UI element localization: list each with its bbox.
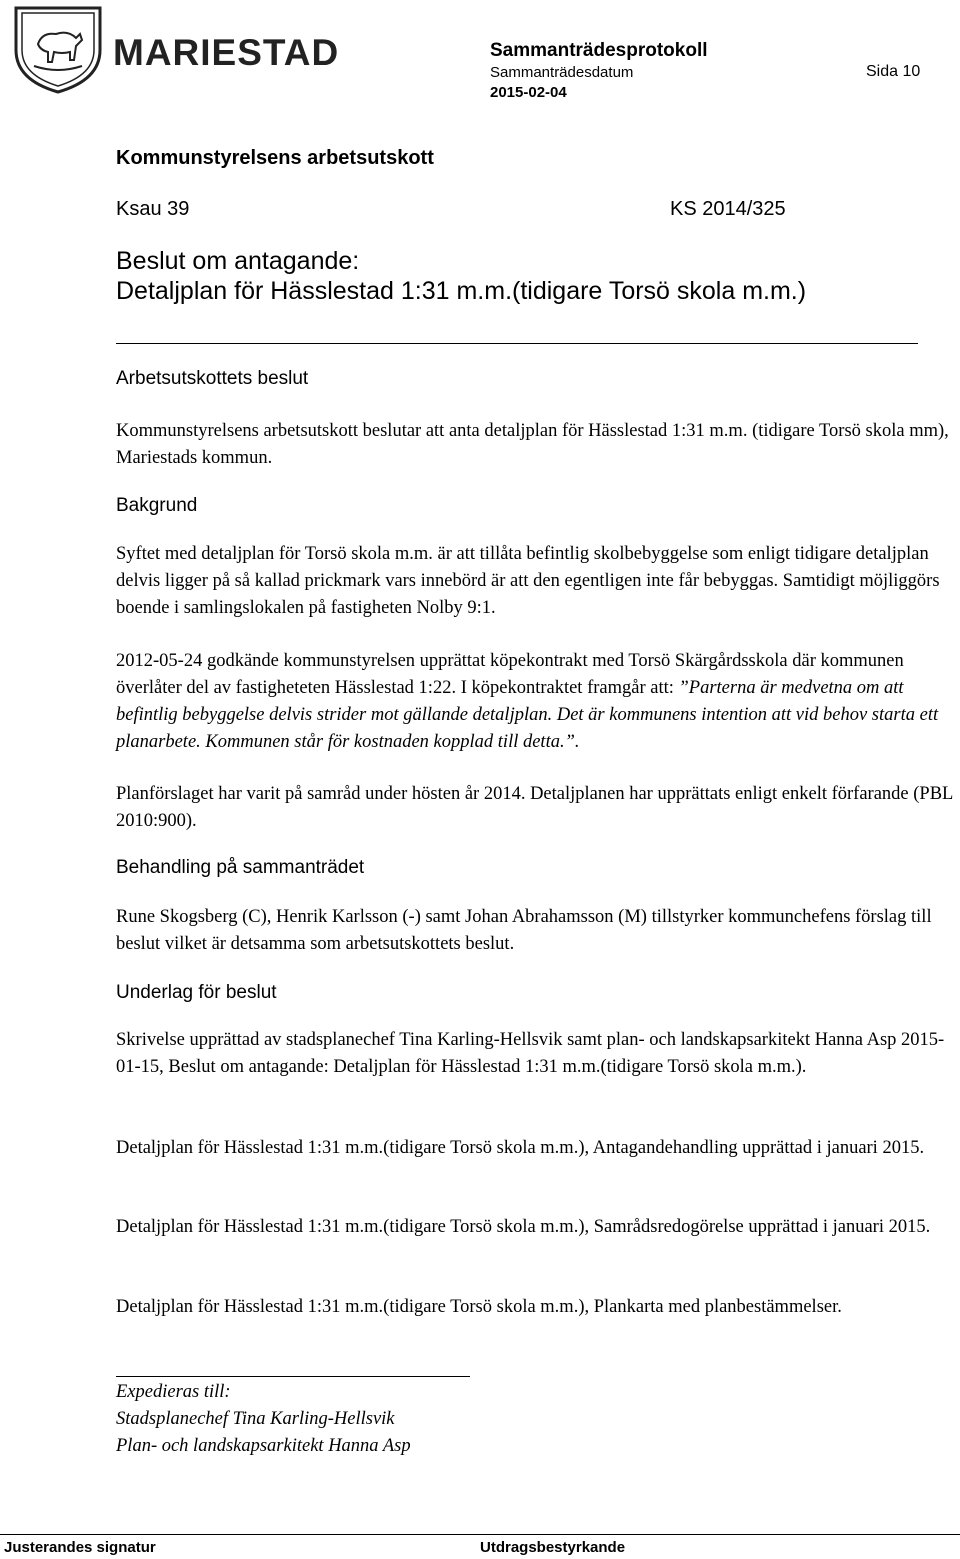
bakgrund-paragraph-2: [116, 648, 954, 756]
footer-divider: [0, 1534, 960, 1535]
document-title: Sammanträdesprotokoll: [490, 40, 708, 61]
underlag-item: Skrivelse upprättad av stadsplanechef Tina Karling-Hellsvik samt plan- och landskapsarkitekt Hanna Asp 2015-01-15, Beslut om antagande: Detaljplan för Hässlestad 1:31 m.m.(tidigare Torsö skola m.m.).: [116, 1030, 945, 1077]
distribution-recipient: Plan- och landskapsarkitekt Hanna Asp: [116, 1436, 411, 1456]
meeting-date: 2015-02-04: [490, 84, 567, 101]
meeting-date-label: Sammanträdesdatum: [490, 64, 634, 81]
contract-quote: ”Parterna är medvetna om att befintlig bebyggelse delvis strider mot gällande detaljplan. Det är kommunens intention att vid behov starta ett planarbete. Kommunen står för kostnaden kopplad till detta.”.: [116, 678, 939, 752]
decision-title: [116, 246, 806, 306]
bakgrund-paragraph-2-text: 2012-05-24 godkände kommunstyrelsen upprättat köpekontrakt med Torsö Skärgårdsskola där kommunen överlåter del av fastigheteten Hässlestad 1:22. I köpekontraktet framgår att:: [116, 651, 904, 698]
title-divider: [116, 343, 918, 344]
distribution-recipient: Stadsplanechef Tina Karling-Hellsvik: [116, 1409, 395, 1429]
section-heading-behandling: Behandling på sammanträdet: [116, 857, 365, 878]
behandling-text: Rune Skogsberg (C), Henrik Karlsson (-) samt Johan Abrahamsson (M) tillstyrker kommunchefens förslag till beslut vilket är detsamma som arbetsutskottets beslut.: [116, 907, 932, 954]
underlag-item: Detaljplan för Hässlestad 1:31 m.m.(tidigare Torsö skola m.m.), Plankarta med planbestämmelser.: [116, 1297, 842, 1317]
underlag-item: Detaljplan för Hässlestad 1:31 m.m.(tidigare Torsö skola m.m.), Samrådsredogörelse upprättad i januari 2015.: [116, 1217, 931, 1237]
page-number: Sida 10: [866, 63, 921, 80]
section-heading-beslut: Arbetsutskottets beslut: [116, 368, 309, 389]
decision-title-line-2: Detaljplan för Hässlestad 1:31 m.m.(tidigare Torsö skola m.m.): [116, 277, 807, 305]
distribution-label: Expedieras till:: [116, 1382, 231, 1402]
committee-name: Kommunstyrelsens arbetsutskott: [116, 147, 434, 169]
paragraph-number: Ksau 39: [116, 198, 190, 220]
case-number: KS 2014/325: [670, 198, 786, 220]
section-heading-bakgrund: Bakgrund: [116, 495, 198, 516]
decision-title-line-1: Beslut om antagande:: [116, 247, 360, 275]
bakgrund-paragraph-3: Planförslaget har varit på samråd under hösten år 2014. Detaljplanen har upprättats enligt enkelt förfarande (PBL 2010:900).: [116, 784, 953, 831]
section-heading-underlag: Underlag för beslut: [116, 982, 277, 1003]
underlag-item: Detaljplan för Hässlestad 1:31 m.m.(tidigare Torsö skola m.m.), Antagandehandling upprättad i januari 2015.: [116, 1138, 925, 1158]
logo-wordmark: MARIESTAD: [113, 32, 340, 73]
bakgrund-paragraph-1: Syftet med detaljplan för Torsö skola m.m. är att tillåta befintlig skolbebyggelse som enligt tidigare detaljplan delvis ligger på så kallad prickmark vars innebörd är att den egentligen inte får bebyggas. Samtidigt möjliggörs boende i samlingslokalen på fastigheten Nolby 9:1.: [116, 544, 940, 618]
footer-certification-label: Utdragsbestyrkande: [480, 1539, 626, 1556]
distribution-divider: [116, 1376, 470, 1377]
beslut-text: Kommunstyrelsens arbetsutskott beslutar att anta detaljplan för Hässlestad 1:31 m.m. (tidigare Torsö skola mm), Mariestads kommun.: [116, 421, 949, 468]
footer-signature-label: Justerandes signatur: [4, 1539, 156, 1556]
coat-of-arms-icon: [8, 4, 108, 96]
